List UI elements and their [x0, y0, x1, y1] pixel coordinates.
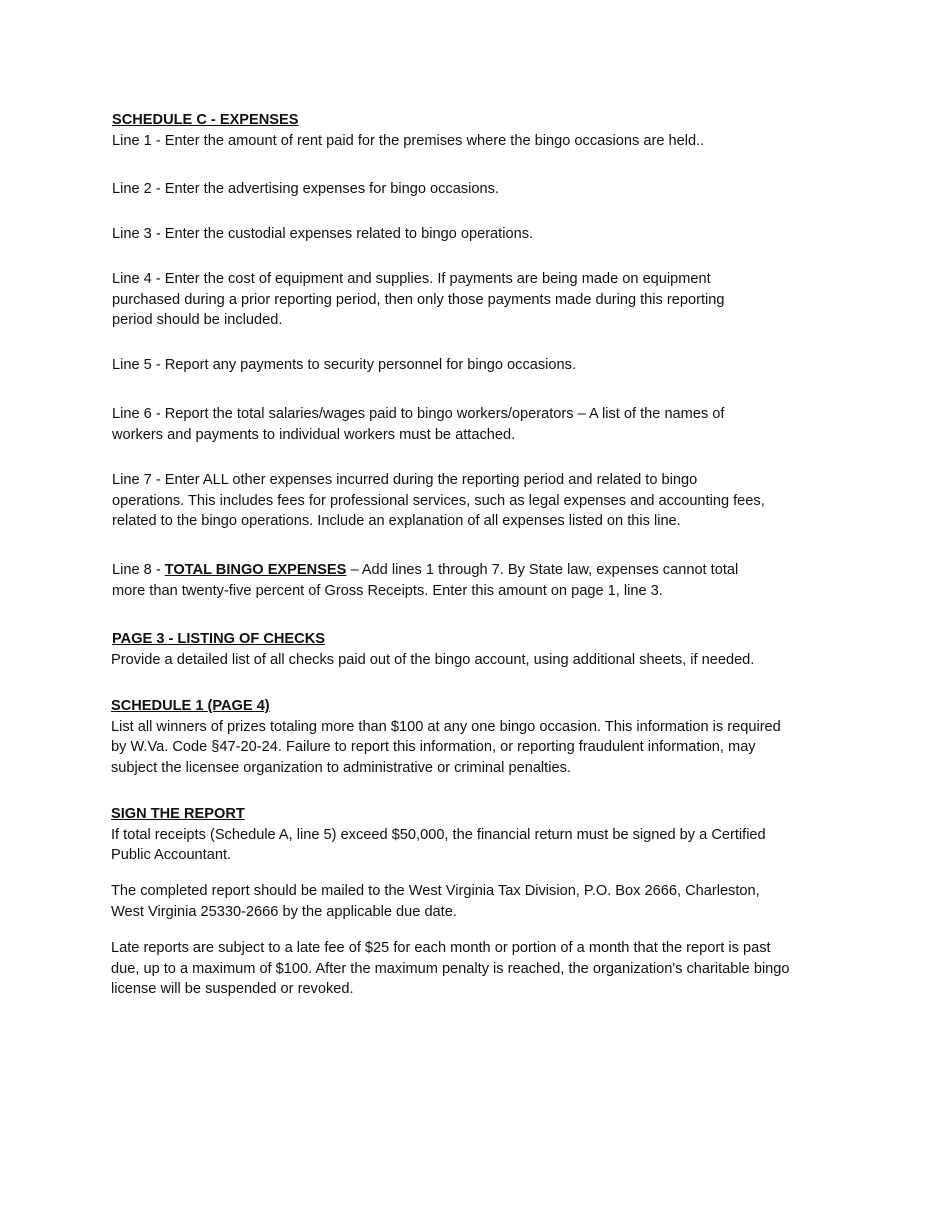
page-3-heading: PAGE 3 - LISTING OF CHECKS [112, 631, 325, 647]
line-6-text-2: workers and payments to individual workers must be attached. [112, 426, 516, 443]
page-3-text: Provide a detailed list of all checks paid out of the bingo account, using additional sheets, if needed. [111, 652, 755, 668]
line-8-text-1 [112, 560, 738, 581]
schedule-c-section [112, 110, 704, 151]
schedule-c-heading: SCHEDULE C - EXPENSES [112, 112, 299, 128]
line-3-text: Line 3 - Enter the custodial expenses related to bingo operations. [112, 226, 534, 242]
total-bingo-expenses-label: TOTAL BINGO EXPENSES [164, 562, 347, 578]
line-6-text-1: Line 6 - Report the total salaries/wages paid to bingo workers/operators – A list of the names of [112, 406, 725, 422]
line-4-text-2: purchased during a prior reporting period, then only those payments made during this reporting [112, 291, 725, 308]
mailing-text-2: West Virginia 25330-2666 by the applicable due date. [111, 903, 457, 920]
page-3-body [111, 650, 754, 671]
line-8-prefix: Line 8 - [112, 562, 165, 578]
line-7-text-1: Line 7 - Enter ALL other expenses incurred during the reporting period and related to bingo [112, 472, 698, 488]
line-7-block [112, 470, 765, 532]
schedule-1-text-3: subject the licensee organization to administrative or criminal penalties. [111, 759, 571, 776]
line-4-block [112, 269, 725, 331]
line-8-text-2: more than twenty-five percent of Gross Receipts. Enter this amount on page 1, line 3. [112, 582, 663, 599]
line-4-text-1: Line 4 - Enter the cost of equipment and supplies. If payments are being made on equipment [112, 271, 711, 287]
line-5-block [112, 355, 576, 376]
line-5-text: Line 5 - Report any payments to security personnel for bingo occasions. [112, 357, 577, 373]
sign-para-1-text-2: Public Accountant. [111, 847, 232, 864]
sign-report-heading: SIGN THE REPORT [111, 806, 245, 822]
schedule-1-heading: SCHEDULE 1 (PAGE 4) [111, 698, 270, 714]
mailing-block [111, 881, 760, 922]
line-4-text-3: period should be included. [112, 312, 283, 329]
sign-para-1-text-1: If total receipts (Schedule A, line 5) exceed $50,000, the financial return must be signed by a Certified [111, 826, 766, 843]
mailing-text-1: The completed report should be mailed to the West Virginia Tax Division, P.O. Box 2666, Charleston, [111, 883, 760, 899]
line-8-suffix: – Add lines 1 through 7. By State law, expenses cannot total [346, 562, 739, 578]
line-1-text: Line 1 - Enter the amount of rent paid for the premises where the bingo occasions are held.. [112, 132, 705, 149]
line-2-text: Line 2 - Enter the advertising expenses for bingo occasions. [112, 181, 499, 197]
line-3-block [112, 224, 533, 245]
late-fee-block [111, 938, 790, 1000]
line-6-block [112, 404, 724, 445]
sign-report-section [111, 804, 766, 866]
line-7-text-3: related to the bingo operations. Include an explanation of all expenses listed on this line. [112, 513, 681, 530]
page-3-section [112, 629, 325, 650]
late-fee-text-1: Late reports are subject to a late fee of $25 for each month or portion of a month that the report is past [111, 940, 771, 956]
line-8-block [112, 560, 738, 601]
schedule-1-text-2: by W.Va. Code §47-20-24. Failure to report this information, or reporting fraudulent information, may [111, 739, 756, 756]
schedule-1-section [111, 696, 781, 778]
line-7-text-2: operations. This includes fees for professional services, such as legal expenses and accounting fees, [112, 492, 765, 509]
late-fee-text-3: license will be suspended or revoked. [111, 981, 354, 998]
line-2-block [112, 179, 499, 200]
schedule-1-text-1: List all winners of prizes totaling more than $100 at any one bingo occasion. This information is required [111, 718, 781, 735]
late-fee-text-2: due, up to a maximum of $100. After the maximum penalty is reached, the organization's charitable bingo [111, 960, 790, 977]
